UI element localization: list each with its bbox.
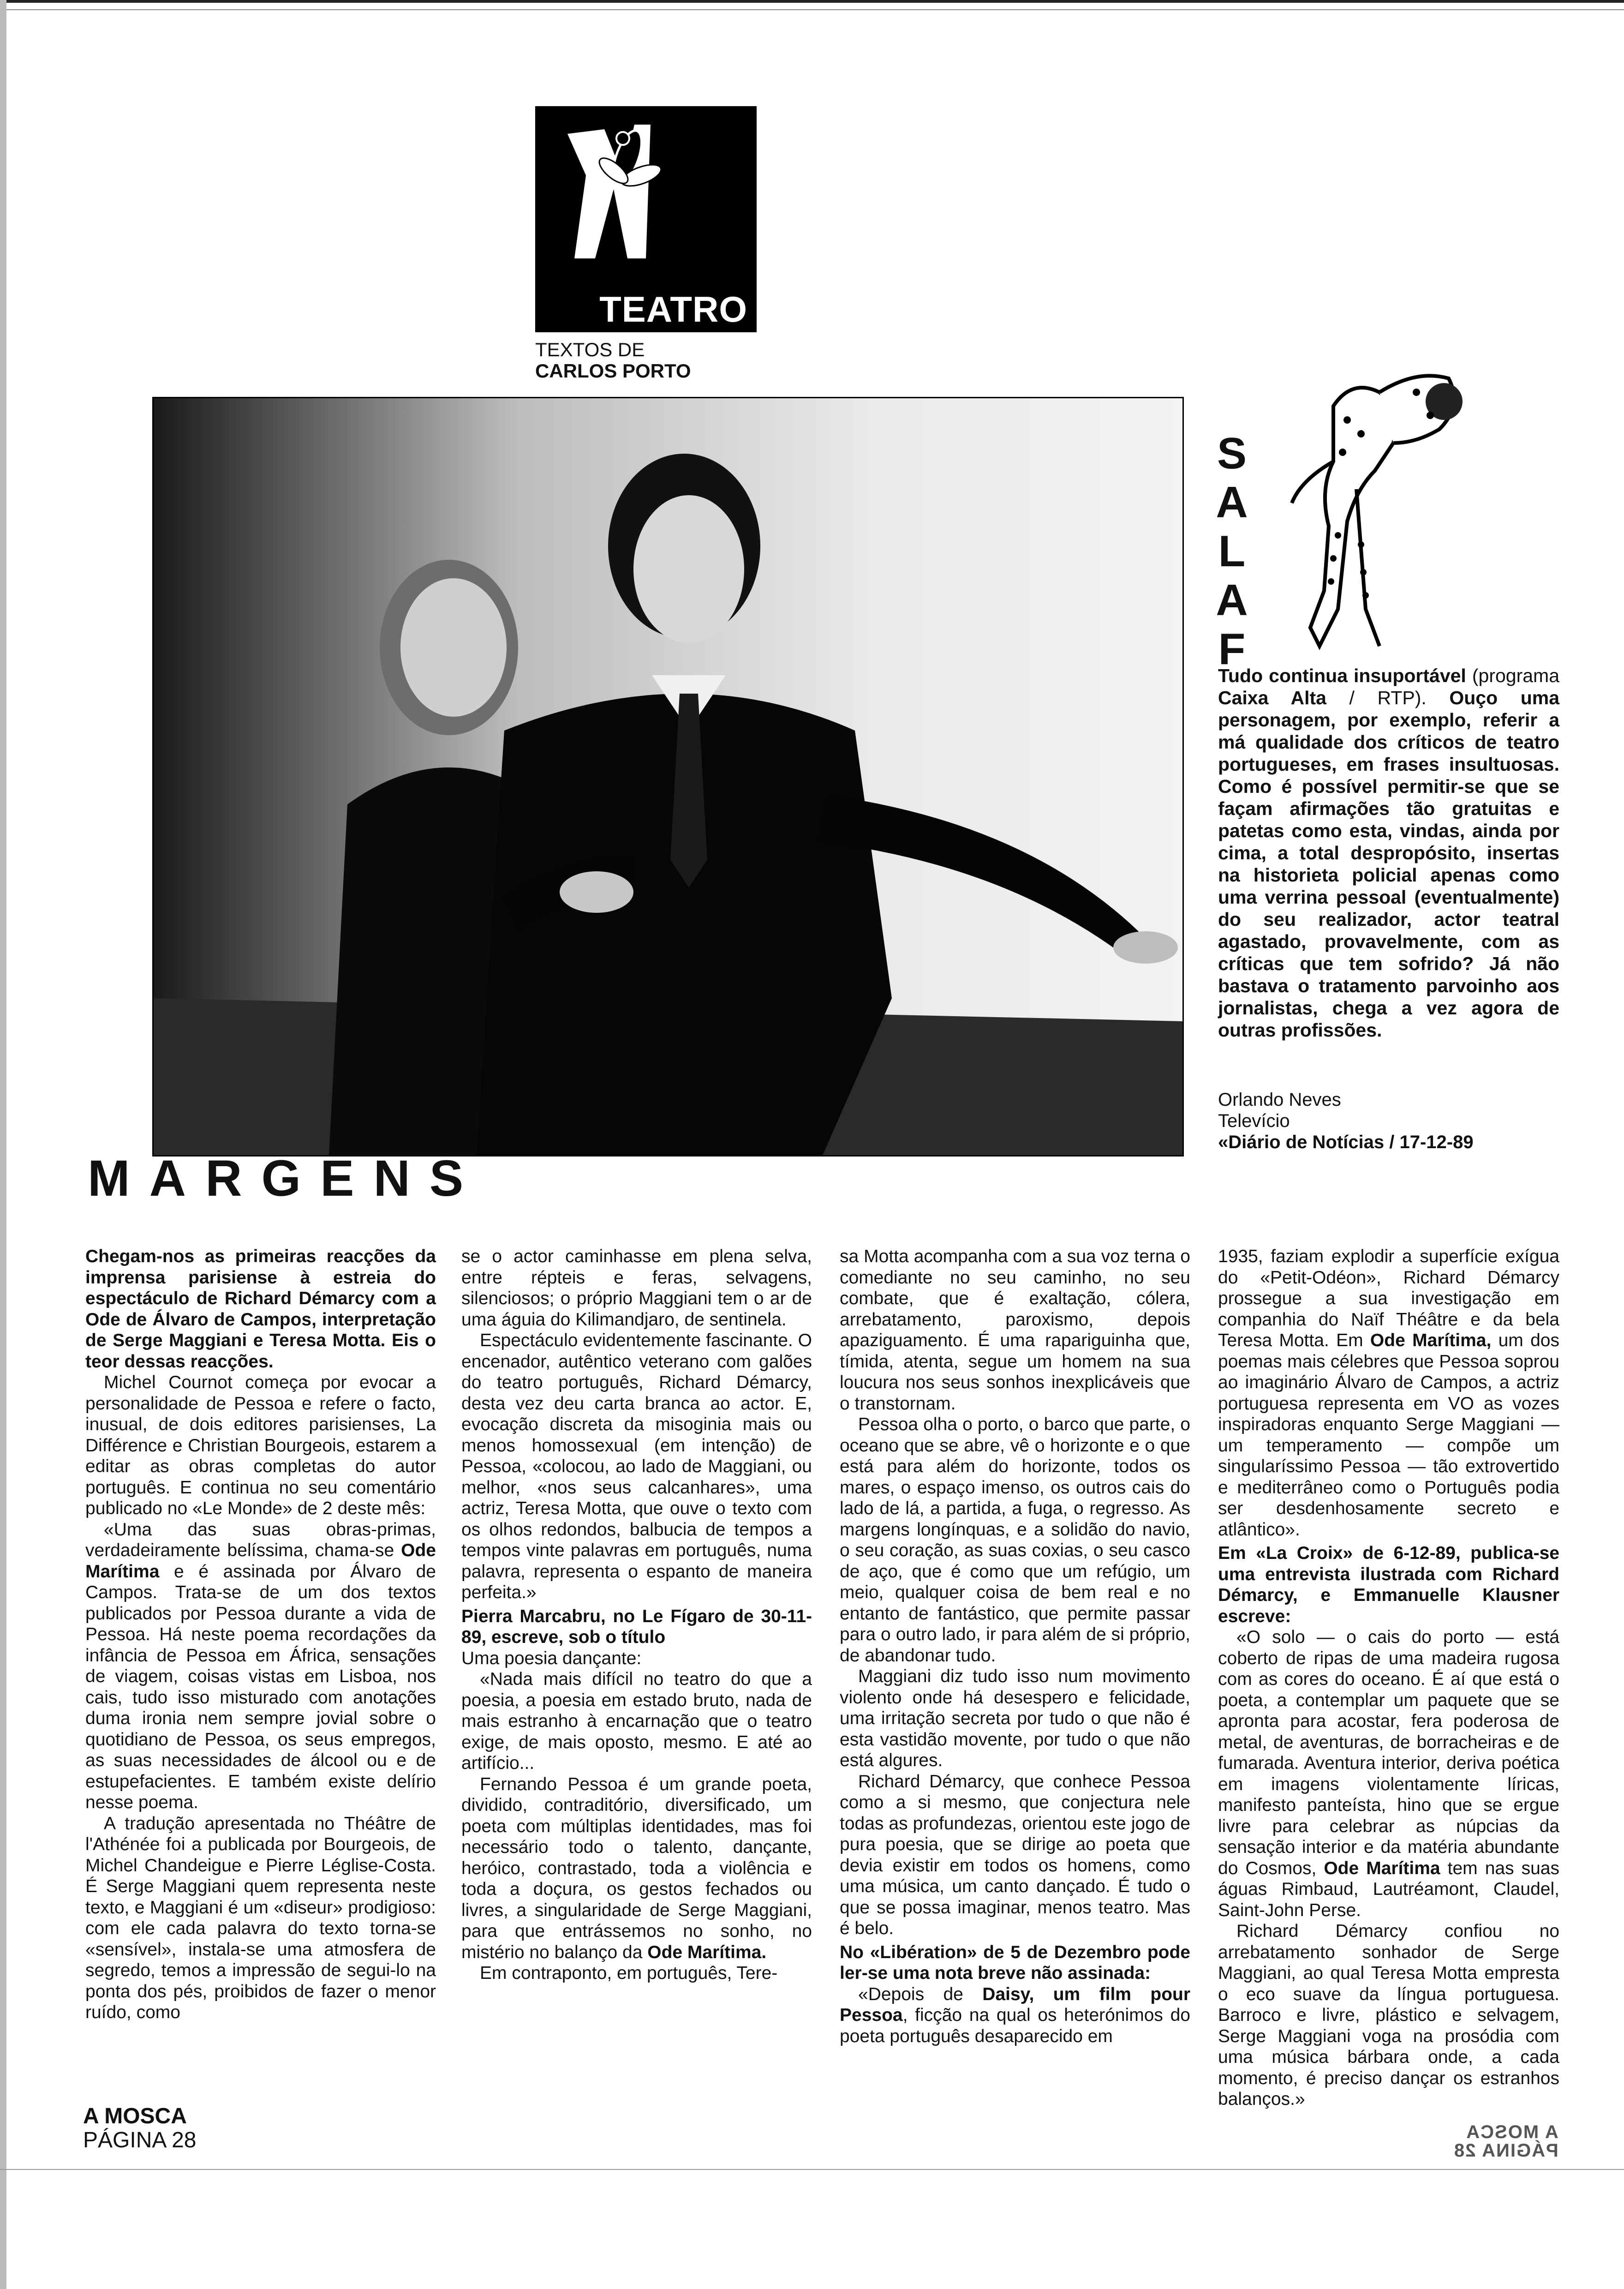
paragraph-text: , ficção na qual os heterónimos do poeta português desaparecido em [840,2005,1190,2046]
teatro-logo [535,106,757,332]
work-title: Ode Marítima. [647,1942,767,1962]
article-paragraph [85,1519,436,1813]
article-paragraph: Espectáculo evidentemente fascinante. O encenador, autêntico veterano com galões do teatro português, Richard Démarcy, desta vez deu carta branca ao actor. E, evocação discreta da misoginia mais ou menos homossexual (em intenção) de Pessoa, «colocou, ao lado de Maggiani, ou melhor, «nos seus calcanhares», uma actriz, Teresa Motta, que ouve o texto com os olhos redondos, balbucia de tempos a tempos vinte palavras em português, numa palavra, representa o espanto de maneira perfeita.» [461,1330,812,1602]
falas-sig-author: Orlando Neves [1218,1090,1341,1110]
falas-sig-source: «Diário de Notícias / 17-12-89 [1218,1132,1474,1152]
falas-figure-illustration [1264,351,1467,655]
stamp-line: A MOSCA [1465,2122,1558,2142]
falas-quote [1218,665,1559,1041]
article-paragraph [1218,1246,1559,1540]
paragraph-text: «Uma das suas obras-primas, verdadeiramente belíssima, chama-se [85,1519,436,1560]
article-paragraph [461,1774,812,1963]
show-through-stamp [1453,2123,1558,2160]
paragraph-text: e é assinada por Álvaro de Campos. Trata-se de um dos textos publicados por Pessoa durante a vida de Pessoa. Há neste poema recordações da infância de Pessoa em África, sensações de viagem, coisas vistas em Lisboa, nos cais, tudo isso misturado com anotações duma ironia nem sempre jovial sobre o quotidiano de Pessoa, os seus empregos, as suas necessidades de álcool ou e de estupefacientes. E também existe delírio nesse poema. [85,1561,436,1812]
article-paragraph: A tradução apresentada no Théâtre de l'Athénée foi a publicada por Bourgeois, de Michel Chandeigue e Pierre Léglise-Costa. É Serge Maggiani quem representa neste texto, e Maggiani é um «diseur» prodigioso: com ele cada palavra do texto torna-se «sensível», instala-se uma atmosfera de segredo, temos a impressão de segui-lo na ponta dos pés, proibidos de fazer o menor ruído, como [85,1813,436,2022]
falas-quote-program: Caixa Alta [1218,687,1326,708]
work-title: Ode Marítima [85,1540,436,1582]
falas-letter: S [1217,429,1247,478]
article-paragraph: «Nada mais difícil no teatro do que a poesia, a poesia em estado bruto, nada de mais estranho à encarnação que o teatro exige, de mais oposto, mesmo. E até ao artifício... [461,1669,812,1773]
article-subhead: Em «La Croix» de 6-12-89, publica-se uma entrevista ilustrada com Richard Démarcy, e Emmanuelle Klausner escreve: [1218,1543,1559,1626]
article-lead: Chegam-nos as primeiras reacções da imprensa parisiense à estreia do espectáculo de Richard Démarcy com a Ode de Álvaro de Campos, interpretação de Serge Maggiani e Teresa Motta. Eis o teor dessas reacções. [85,1246,436,1372]
work-title: Ode Marítima [1324,1858,1440,1878]
article-column-1 [85,1246,436,2023]
article-paragraph: sa Motta acompanha com a sua voz terna o comediante no seu caminho, no seu combate, que é exaltação, cólera, arrebatamento, paroxismo, depois apaziguamento. É uma rapariguinha que, tímida, atenta, segue um homem na sua loucura nos seus sonhos inexplicáveis que o transtornam. [840,1246,1190,1414]
scan-edge-top-rule [0,9,1624,10]
stage-photo [152,397,1184,1156]
stamp-line: PÁGINA 28 [1453,2140,1558,2161]
article-paragraph: Michel Cournot começa por evocar a personalidade de Pessoa e refere o facto, inusual, de dois editores parisienses, La Différence e Christian Bourgeois, estarem a editar as obras completas do autor português. E continua no seu comentário publicado no «Le Monde» de 2 deste mês: [85,1372,436,1518]
article-paragraph: Richard Démarcy confiou no arrebatamento sonhador de Serge Maggiani, ao qual Teresa Motta empresta o eco suave da língua portuguesa. Barroco e livre, plástico e selvagem, Serge Maggiani voga na prosódia com uma música bárbara onde, a cada momento, é preciso dançar os estranhos balanços.» [1218,1921,1559,2109]
paragraph-text: tem nas suas águas Rimbaud, Lautréamont, Claudel, Saint-John Perse. [1218,1858,1559,1920]
article-column-3 [840,1246,1190,2047]
paragraph-text: 1935, faziam explodir a superfície exígua do «Petit-Odéon», Richard Démarcy prossegue a sua investigação em companhia do Naïf Théâtre e da bela Teresa Motta. Em [1218,1246,1559,1350]
byline-author: CARLOS PORTO [535,360,691,382]
scan-edge-bottom [0,2169,1624,2170]
byline-label: TEXTOS DE [535,339,645,360]
work-title: Daisy, um film pour Pessoa [840,1984,1191,2025]
paragraph-text: um dos poemas mais célebres que Pessoa soprou ao imaginário Álvaro de Campos, a actriz portuguesa representa em VO as vozes inspiradoras enquanto Serge Maggiani — um temperamento — compõe um singularíssimo Pessoa — tão extrovertido e mediterrâneo como o Português podia ser desdenhosamente secreto e atlântico». [1218,1330,1559,1540]
article-column-4 [1218,1246,1559,2110]
article-paragraph [1218,1627,1559,1921]
falas-letter: L [1218,527,1246,576]
article-subhead: No «Libération» de 5 de Dezembro pode ler-se uma nota breve não assinada: [840,1942,1190,1983]
falas-quote-part: Ouço uma personagem, por exemplo, referir a má qualidade dos críticos de teatro portugueses, em frases insultuosas. Como é possível permitir-se que se façam afirmações tão gratuitas e patetas como esta, vindas, ainda por cima, a total despropósito, insertas na historieta policial apenas como uma verrina pessoal (eventualmente) do seu realizador, actor teatral agastado, provavelmente, com as críticas que tem sofrido? Já não bastava o tratamento parvoinho aos jornalistas, chega a vez agora de outras profissões. [1218,687,1560,1041]
article-paragraph: Pessoa olha o porto, o barco que parte, o oceano que se abre, vê o horizonte e o que está para além do horizonte, todos os mares, o espaço imenso, os outros cais do lado de lá, a partida, a fuga, o regresso. As margens longínquas, e a solidão do navio, o seu coração, as suas coxias, o seu casco de aço, que é como que um refúgio, um meio, qualquer coisa de bem real e no entanto de fantástico, que permite passar para o outro lado, ir para além de si próprio, de abandonar tudo. [840,1414,1190,1666]
article-subhead: Pierra Marcabru, no Le Fígaro de 30-11-89, escreve, sob o título [461,1606,812,1647]
article-paragraph: Maggiani diz tudo isso num movimento violento onde há desespero e felicidade, uma irritação secreta por tudo o que não é esta vastidão movente, por tudo o que não está algures. [840,1666,1190,1770]
page-number: PÁGINA 28 [83,2128,197,2152]
falas-quote-part: / RTP). [1326,687,1450,708]
article-paragraph [840,1984,1190,2047]
falas-quote-part: (programa [1472,665,1559,686]
paragraph-text: «O solo — o cais do porto — está coberto de ripas de uma madeira rugosa com as cores do oceano. É aí que está o poeta, a contemplar um paquete que se apronta para acostar, fera poderosa de metal, de aventuras, de borracheiras e de fumarada. Aventura interior, deriva poética em imagens violentamente líricas, manifesto panteísta, hino que se ergue livre para celebrar as núpcias da sensação interior e da matéria abundante do Cosmos, [1218,1627,1559,1878]
article-headline: MARGENS [88,1150,483,1207]
falas-letter: A [1216,575,1248,625]
falas-letter: F [1218,624,1246,674]
byline [535,339,691,382]
magazine-name: A MOSCA [83,2104,187,2128]
page-footer [83,2104,196,2152]
scan-edge-top [0,0,1624,3]
falas-signature [1218,1089,1559,1153]
paragraph-text: «Depois de [858,1984,983,2004]
photo-image [154,398,1182,1155]
falas-sig-column: Televício [1218,1111,1290,1131]
work-title: Ode Marítima, [1370,1330,1492,1350]
article-paragraph: Em contraponto, em português, Tere- [480,1963,778,1983]
paragraph-text: Fernando Pessoa é um grande poeta, dividido, contraditório, diversificado, um poeta com múltiplas identidades, mas foi necessário todo o talento, dançante, heróico, contrastado, toda a violência e toda a doçura, os gestos fechados ou livres, a singularidade de Serge Maggiani, para que entrássemos no sonho, no mistério no balanço da [461,1774,812,1962]
section-logo-word: TEATRO [599,289,747,330]
scan-edge-left [0,0,6,2289]
article-paragraph: se o actor caminhasse em plena selva, entre répteis e feras, selvagens, silenciosos; o próprio Maggiani tem o ar de uma águia do Kilimandjaro, de sentinela. [461,1246,812,1330]
falas-letter: A [1216,478,1248,527]
article-column-2 [461,1246,812,1984]
article-paragraph: Richard Démarcy, que conhece Pessoa como a si mesmo, que conjectura nele todas as profundezas, orientou este jogo de pura poesia, que se dirige ao poeta que devia existir em todos os homens, como uma música, um canto dançado. É tudo o que se possa imaginar, menos teatro. Mas é belo. [840,1771,1190,1938]
falas-quote-part: Tudo continua insuportável [1218,665,1466,686]
falas-title [1209,429,1255,674]
article-paragraph: Uma poesia dançante: [461,1648,642,1668]
